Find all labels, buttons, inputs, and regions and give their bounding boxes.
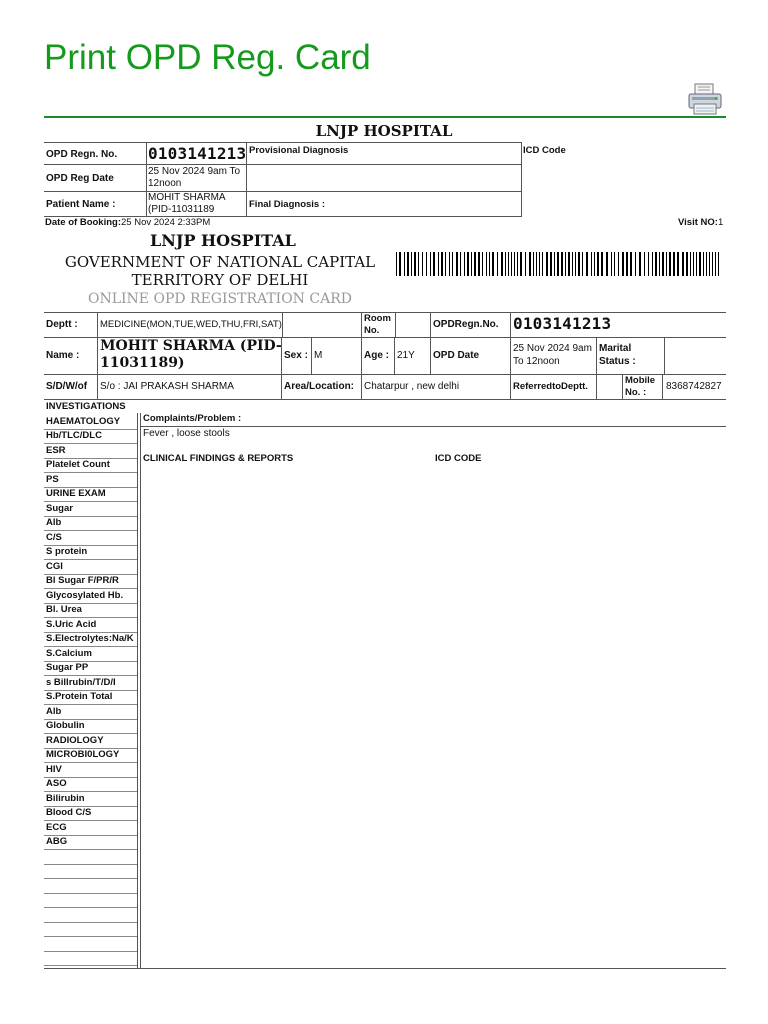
- grid-line: [361, 312, 362, 337]
- barcode-bar: [659, 252, 660, 276]
- top-hospital-name: LNJP HOSPITAL: [315, 122, 453, 140]
- barcode-bar: [460, 252, 461, 276]
- patient-name-line2: 11031189): [100, 355, 185, 371]
- barcode-bar: [456, 252, 458, 276]
- marital-label-2: Status :: [599, 356, 636, 367]
- complaints-label: Complaints/Problem :: [143, 413, 242, 424]
- investigation-item: Bilirubin: [46, 792, 85, 804]
- investigation-item: Alb: [46, 517, 62, 528]
- investigation-item: S.Calcium: [46, 647, 92, 659]
- investigation-row-line: [44, 878, 137, 879]
- barcode-bar: [669, 252, 671, 276]
- grid-line: [394, 337, 395, 374]
- investigation-row-line: [44, 893, 137, 894]
- barcode-bar: [514, 252, 515, 276]
- barcode-bar: [418, 252, 419, 276]
- printer-icon[interactable]: [686, 82, 724, 116]
- clinical-findings-label: CLINICAL FINDINGS & REPORTS: [143, 453, 294, 464]
- barcode-bar: [682, 252, 684, 276]
- opd-reg-date-line2: 12noon: [148, 178, 182, 189]
- barcode-bar: [511, 252, 512, 276]
- name-label: Name :: [46, 350, 80, 361]
- investigation-item: Globulin: [46, 720, 85, 731]
- area-value: Chatarpur , new delhi: [364, 381, 460, 392]
- barcode-bar: [525, 252, 526, 276]
- investigation-row-line: [44, 965, 137, 966]
- investigation-row-line: [44, 936, 137, 937]
- grid-line: [140, 413, 141, 969]
- investigation-item: Sugar PP: [46, 662, 89, 673]
- barcode-bar: [407, 252, 409, 276]
- referred-label: ReferredtoDeptt.: [513, 381, 588, 392]
- investigation-item: ECG: [46, 821, 67, 833]
- grid-line: [282, 312, 283, 337]
- barcode-bar: [536, 252, 537, 276]
- barcode-bar: [433, 252, 435, 276]
- barcode-bar: [644, 252, 645, 276]
- barcode-bar: [709, 252, 710, 276]
- barcode-bar: [715, 252, 716, 276]
- sex-label: Sex :: [284, 350, 308, 361]
- grid-line: [44, 164, 522, 165]
- barcode-bar: [445, 252, 446, 276]
- grid-line: [146, 142, 147, 216]
- barcode-bar: [696, 252, 697, 276]
- grid-line: [521, 142, 522, 216]
- barcode-bar: [546, 252, 548, 276]
- barcode-bar: [635, 252, 636, 276]
- investigation-row-line: [44, 849, 137, 850]
- opd-regn-no-value: 0103141213: [513, 314, 612, 333]
- investigation-item: Blood C/S: [46, 807, 92, 818]
- investigation-item: Hb/TLC/DLC: [46, 430, 102, 441]
- barcode-bar: [686, 252, 688, 276]
- investigation-item: S protein: [46, 546, 88, 557]
- barcode-bar: [706, 252, 707, 276]
- barcode-bar: [464, 252, 465, 276]
- investigation-row-line: [44, 922, 137, 923]
- investigation-item: PS: [46, 473, 59, 485]
- barcode-bar: [501, 252, 503, 276]
- investigation-item: URINE EXAM: [46, 488, 106, 499]
- investigation-item: INVESTIGATIONS: [46, 401, 126, 412]
- patient-name-line2: (PID-11031189: [148, 204, 215, 215]
- barcode-bar: [486, 252, 487, 276]
- investigation-item: S.Electrolytes:Na/K: [46, 633, 134, 644]
- opd-regn-value: 0103141213: [148, 144, 247, 163]
- barcode-bar: [639, 252, 641, 276]
- barcode-bar: [482, 252, 483, 276]
- barcode-bar: [561, 252, 563, 276]
- barcode-bar: [492, 252, 494, 276]
- patient-name-line1: MOHIT SHARMA: [148, 192, 226, 203]
- barcode-bar: [614, 252, 615, 276]
- barcode-bar: [542, 252, 543, 276]
- marital-label-1: Marital: [599, 343, 632, 354]
- barcode-bar: [662, 252, 664, 276]
- barcode-bar: [648, 252, 649, 276]
- grid-line: [664, 337, 665, 374]
- barcode-bar: [666, 252, 667, 276]
- room-label-2: No.: [364, 325, 380, 336]
- barcode-bar: [438, 252, 439, 276]
- provisional-diagnosis-label: Provisional Diagnosis: [249, 145, 349, 156]
- barcode-bar: [626, 252, 628, 276]
- government-title: [60, 253, 380, 289]
- investigation-item: C/S: [46, 531, 62, 543]
- investigation-item: Bl. Urea: [46, 604, 82, 615]
- visit-label: Visit NO:: [678, 217, 718, 228]
- barcode-bar: [474, 252, 476, 276]
- visit-no: [678, 217, 723, 228]
- grid-line: [311, 337, 312, 374]
- barcode-bar: [594, 252, 595, 276]
- barcode-bar: [606, 252, 608, 276]
- barcode-bar: [411, 252, 412, 276]
- investigation-item: Platelet Count: [46, 459, 110, 470]
- investigation-item: RADIOLOGY: [46, 734, 104, 746]
- opd-date-line1: 25 Nov 2024 9am: [513, 343, 592, 354]
- barcode-bar: [677, 252, 679, 276]
- barcode-bar: [452, 252, 453, 276]
- barcode-bar: [703, 252, 704, 276]
- barcode-bar: [699, 252, 701, 276]
- barcode-bar: [568, 252, 570, 276]
- barcode-bar: [572, 252, 573, 276]
- opd-regn-no-label: OPDRegn.No.: [433, 319, 499, 330]
- grid-line: [662, 374, 663, 399]
- sdw-value: S/o : JAI PRAKASH SHARMA: [100, 381, 234, 392]
- government-line1: GOVERNMENT OF NATIONAL CAPITAL: [64, 253, 376, 271]
- barcode-bar: [611, 252, 612, 276]
- investigation-item: CGI: [46, 560, 63, 572]
- mobile-label-2: No. :: [625, 387, 647, 398]
- opd-date-line2: To 12noon: [513, 356, 560, 367]
- area-label: Area/Location:: [284, 381, 355, 392]
- grid-line: [510, 312, 511, 399]
- mobile-label-1: Mobile: [625, 375, 656, 386]
- date-of-booking: [45, 217, 210, 228]
- barcode-bar: [422, 252, 423, 276]
- mobile-value: 8368742827: [666, 381, 722, 392]
- grid-line: [137, 413, 138, 969]
- grid-line: [44, 968, 726, 969]
- online-registration-label: ONLINE OPD REGISTRATION CARD: [88, 291, 352, 307]
- icd-code-label: ICD Code: [523, 145, 566, 156]
- barcode-bar: [693, 252, 694, 276]
- barcode-bar: [505, 252, 506, 276]
- sex-value: M: [314, 350, 323, 361]
- barcode-bar: [426, 252, 427, 276]
- barcode-bar: [517, 252, 518, 276]
- investigation-item: Sugar: [46, 502, 73, 514]
- booking-label: Date of Booking:: [45, 217, 121, 228]
- complaints-value: Fever , loose stools: [143, 428, 230, 439]
- grid-line: [361, 337, 362, 399]
- grid-line: [44, 142, 522, 143]
- barcode-bar: [712, 252, 713, 276]
- barcode-bar: [630, 252, 632, 276]
- barcode-bar: [578, 252, 580, 276]
- investigation-item: Glycosylated Hb.: [46, 589, 124, 601]
- patient-name-line1: MOHIT SHARMA (PID-: [100, 338, 282, 354]
- barcode-bar: [508, 252, 509, 276]
- grid-line: [430, 312, 431, 374]
- opd-date-label: OPD Date: [433, 350, 480, 361]
- investigation-item: Bl Sugar F/PR/R: [46, 575, 119, 586]
- age-label: Age :: [364, 350, 389, 361]
- grid-line: [596, 337, 597, 399]
- barcode-bar: [497, 252, 498, 276]
- barcode-bar: [718, 252, 719, 276]
- investigation-item: S.Uric Acid: [46, 618, 97, 630]
- barcode-bar: [529, 252, 531, 276]
- investigation-item: ASO: [46, 778, 67, 789]
- government-line2: TERRITORY OF DELHI: [131, 271, 309, 289]
- icd-code-header: ICD CODE: [435, 453, 482, 464]
- investigation-row-line: [44, 907, 137, 908]
- barcode-bar: [565, 252, 566, 276]
- barcode: [396, 252, 722, 276]
- barcode-bar: [582, 252, 583, 276]
- barcode-bar: [441, 252, 443, 276]
- grid-line: [395, 312, 396, 337]
- opd-regn-label: OPD Regn. No.: [46, 149, 118, 160]
- grid-line: [140, 426, 726, 427]
- card-hospital-name: LNJP HOSPITAL: [150, 231, 296, 250]
- barcode-bar: [591, 252, 592, 276]
- barcode-bar: [539, 252, 540, 276]
- title-divider: [44, 116, 726, 118]
- investigation-row-line: [44, 951, 137, 952]
- barcode-bar: [404, 252, 405, 276]
- barcode-bar: [396, 252, 397, 276]
- grid-line: [44, 191, 522, 192]
- barcode-bar: [597, 252, 599, 276]
- barcode-bar: [601, 252, 603, 276]
- booking-value: 25 Nov 2024 2:33PM: [121, 217, 211, 228]
- barcode-bar: [550, 252, 552, 276]
- investigation-item: MICROBI0LOGY: [46, 749, 120, 760]
- barcode-bar: [622, 252, 624, 276]
- sdw-label: S/D/W/of: [46, 381, 88, 392]
- investigation-row-line: [44, 864, 137, 865]
- barcode-bar: [652, 252, 653, 276]
- barcode-bar: [399, 252, 401, 276]
- barcode-bar: [449, 252, 450, 276]
- barcode-bar: [655, 252, 657, 276]
- barcode-bar: [690, 252, 691, 276]
- investigation-item: HIV: [46, 763, 62, 775]
- grid-line: [622, 374, 623, 399]
- barcode-bar: [586, 252, 588, 276]
- barcode-bar: [575, 252, 576, 276]
- opd-reg-date-line1: 25 Nov 2024 9am To: [148, 166, 241, 177]
- patient-name: [100, 338, 282, 372]
- visit-value: 1: [717, 217, 724, 228]
- deptt-label: Deptt :: [46, 319, 78, 330]
- final-diagnosis-label: Final Diagnosis :: [249, 199, 326, 210]
- opd-reg-date-label: OPD Reg Date: [46, 173, 114, 184]
- barcode-bar: [533, 252, 534, 276]
- deptt-value: MEDICINE(MON,TUE,WED,THU,FRI,SAT): [100, 319, 282, 330]
- grid-line: [44, 399, 726, 400]
- barcode-bar: [430, 252, 431, 276]
- grid-line: [97, 312, 98, 399]
- room-label-1: Room: [364, 313, 391, 324]
- investigation-item: ESR: [46, 444, 66, 456]
- investigation-item: Alb: [46, 705, 62, 717]
- barcode-bar: [414, 252, 416, 276]
- barcode-bar: [471, 252, 472, 276]
- investigation-item: ABG: [46, 836, 68, 847]
- barcode-bar: [618, 252, 619, 276]
- barcode-bar: [478, 252, 480, 276]
- age-value: 21Y: [397, 350, 415, 361]
- barcode-bar: [554, 252, 555, 276]
- patient-name-label: Patient Name :: [46, 199, 116, 210]
- investigation-item: HAEMATOLOGY: [46, 415, 121, 427]
- investigation-item: S.Protein Total: [46, 691, 113, 702]
- page-title: Print OPD Reg. Card: [44, 38, 371, 77]
- investigation-item: s Billrubin/T/D/I: [46, 676, 116, 688]
- barcode-bar: [520, 252, 522, 276]
- barcode-bar: [673, 252, 675, 276]
- barcode-bar: [467, 252, 469, 276]
- barcode-bar: [489, 252, 490, 276]
- grid-line: [44, 374, 726, 375]
- barcode-bar: [557, 252, 559, 276]
